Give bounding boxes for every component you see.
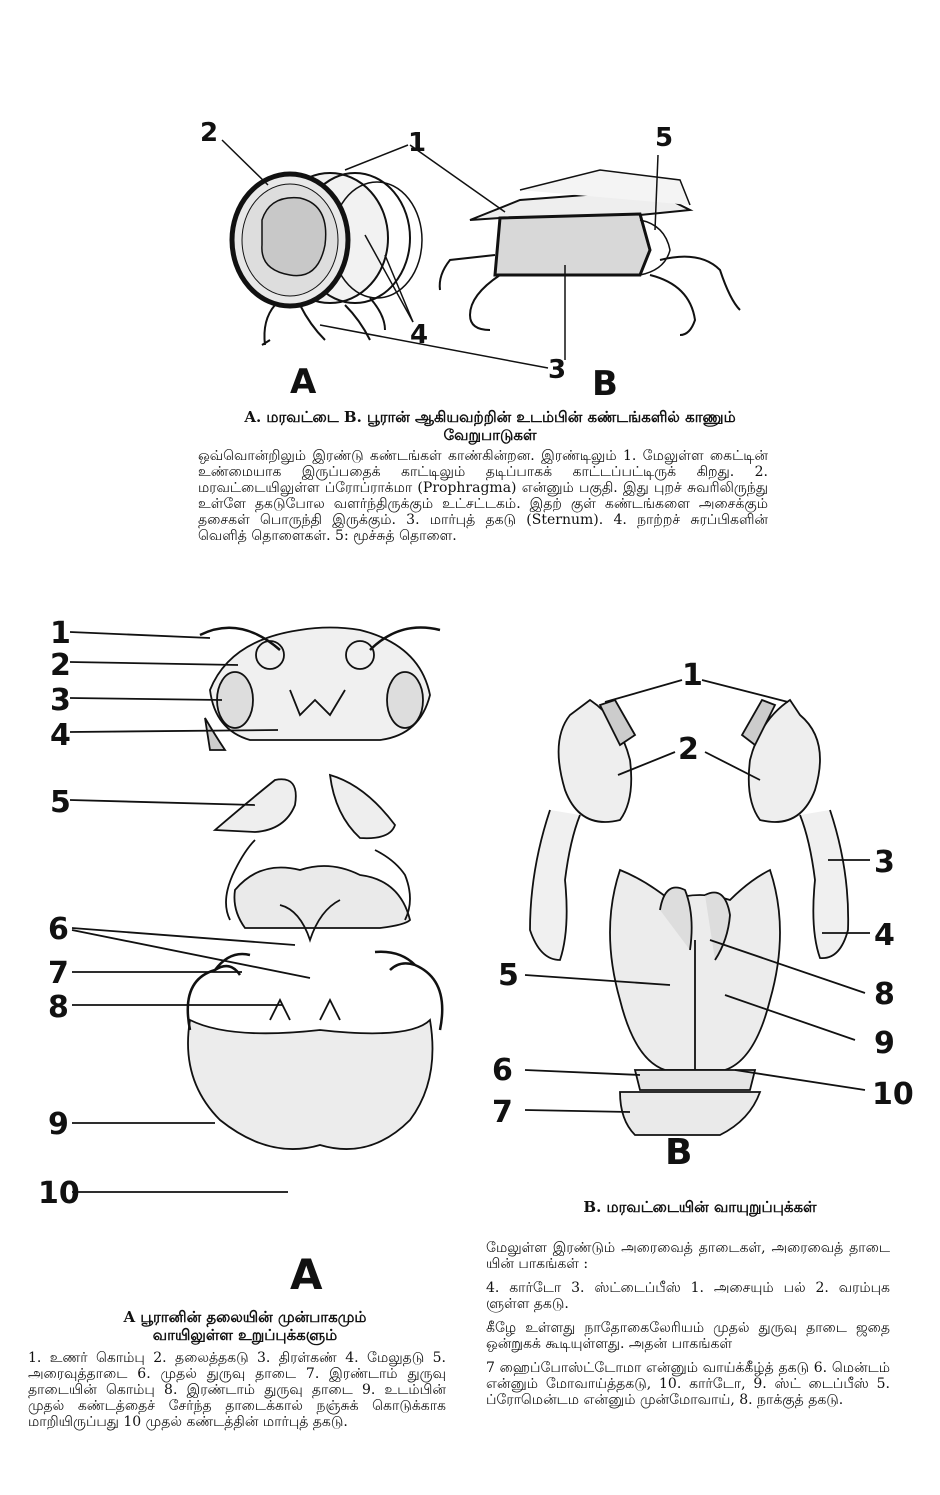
left-figure [0, 600, 470, 1305]
right-caption-para-3: கீழே உள்ளது நாதோகைலேரியம் முதல் துருவு தாடை ஜதை ஒன்றுகக் கூடியுள்ளது. அதன் பாகங்கள் [486, 1320, 890, 1352]
top-figure [0, 0, 940, 404]
right-label-10: 10 [872, 1077, 914, 1112]
right-caption-title: B. மரவட்டையின் வாயுறுப்புக்கள் [583, 1198, 817, 1216]
right-label-3: 3 [874, 845, 895, 880]
right-label-4: 4 [874, 918, 895, 953]
right-label-7: 7 [492, 1095, 513, 1130]
right-label-1: 1 [682, 658, 703, 693]
right-caption-para-2: 4. கார்டோ 3. ஸ்ட்டைப்பீஸ் 1. அசையும் பல் 2. வரம்புக ளுள்ள தகடு. [486, 1280, 890, 1312]
right-caption-body [486, 1240, 890, 1416]
top-caption-body: ஒவ்வொன்றிலும் இரண்டு கண்டங்கள் காண்கின்றன. இரண்டிலும் 1. மேலுள்ள கைட்டின் உண்மையாக இருப்பதைக் காட்டிலும் தடிப்பாகக் காட்டப்பட்டிருக் கிறது. 2. மரவட்டையிலுள்ள ப்ரோப்ராக்மா (Prophragma) என்னும் பகுதி. இது புறச் சுவரிலிருந்து உள்ளே தகடுபோல வளர்ந்திருக்கும் உட்சட்டகம். இதற் குள் கண்டங்களை அசைக்கும் தசைகள் பொருந்தி இருக்கும். 3. மார்புத் தகடு (Sternum). 4. நாற்றச் சுரப்பிகளின் வெளித் தொளைகள். 5: மூச்சுத் தொளை. [198, 448, 768, 544]
left-label-10: 10 [38, 1176, 80, 1211]
right-caption-para-4: 7 ஹைப்போஸ்ட்டோமா என்னும் வாய்க்கீழ்த் தகடு 6. மென்டம் என்னும் மோவாய்த்தகடு, 10. கார்டோ, 9. ஸ்ட் டைப்பீஸ் 5. ப்ரோமென்டம என்னும் முன்மோவாய், 8. நாக்குத் தகடு. [486, 1360, 890, 1408]
right-label-6: 6 [492, 1053, 513, 1088]
left-label-2: 2 [50, 648, 71, 683]
right-figure-drawing [470, 640, 940, 1180]
top-label-4: 4 [410, 320, 429, 350]
top-label-1: 1 [408, 128, 427, 158]
right-label-9: 9 [874, 1026, 895, 1061]
top-figure-drawing [0, 0, 940, 400]
top-letter-b: B [592, 364, 618, 404]
top-label-5: 5 [655, 123, 674, 153]
right-label-2: 2 [678, 732, 699, 767]
left-label-5: 5 [50, 785, 71, 820]
right-label-8: 8 [874, 977, 895, 1012]
left-label-6: 6 [48, 912, 69, 947]
right-caption-para-1: மேலுள்ள இரண்டும் அரைவைத் தாடைகள், அரைவைத் தாடை யின் பாகங்கள் : [486, 1240, 890, 1272]
left-label-1: 1 [50, 616, 71, 651]
top-letter-a: A [290, 362, 317, 402]
top-label-3: 3 [548, 355, 567, 385]
left-label-7: 7 [48, 956, 69, 991]
right-figure [470, 640, 940, 1180]
left-label-4: 4 [50, 718, 71, 753]
left-label-9: 9 [48, 1107, 69, 1142]
right-letter-b: B [665, 1132, 693, 1173]
top-label-2: 2 [200, 118, 219, 148]
left-label-3: 3 [50, 683, 71, 718]
centipede-segment-drawing [410, 145, 740, 360]
left-caption-body: 1. உணர் கொம்பு 2. தலைத்தகடு 3. திரள்கண் 4. மேலுதடு 5. அரைவுத்தாடை 6. முதல் துருவு தாடை 7. இரண்டாம் துருவு தாடையின் கொம்பு 8. இரண்டாம் துருவு தாடை 9. உடம்பின் முதல் கண்டத்தைச் சேர்ந்த தாடைக்கால் நஞ்சுக் கொடுக்காக மாறியிருப்பது 10 முதல் கண்டத்தின் மார்புத் தகடு. [28, 1350, 446, 1430]
top-caption-title: A. மரவட்டை B. பூரான் ஆகியவற்றின் உடம்பின் கண்டங்களில் காணும் வேறுபாடுகள் [244, 408, 736, 444]
left-label-8: 8 [48, 990, 69, 1025]
right-label-5: 5 [498, 958, 519, 993]
left-letter-a: A [290, 1250, 323, 1299]
left-caption-title: A பூரானின் தலையின் முன்பாகமும் வாயிலுள்ள உறுப்புக்களும் [123, 1308, 367, 1344]
